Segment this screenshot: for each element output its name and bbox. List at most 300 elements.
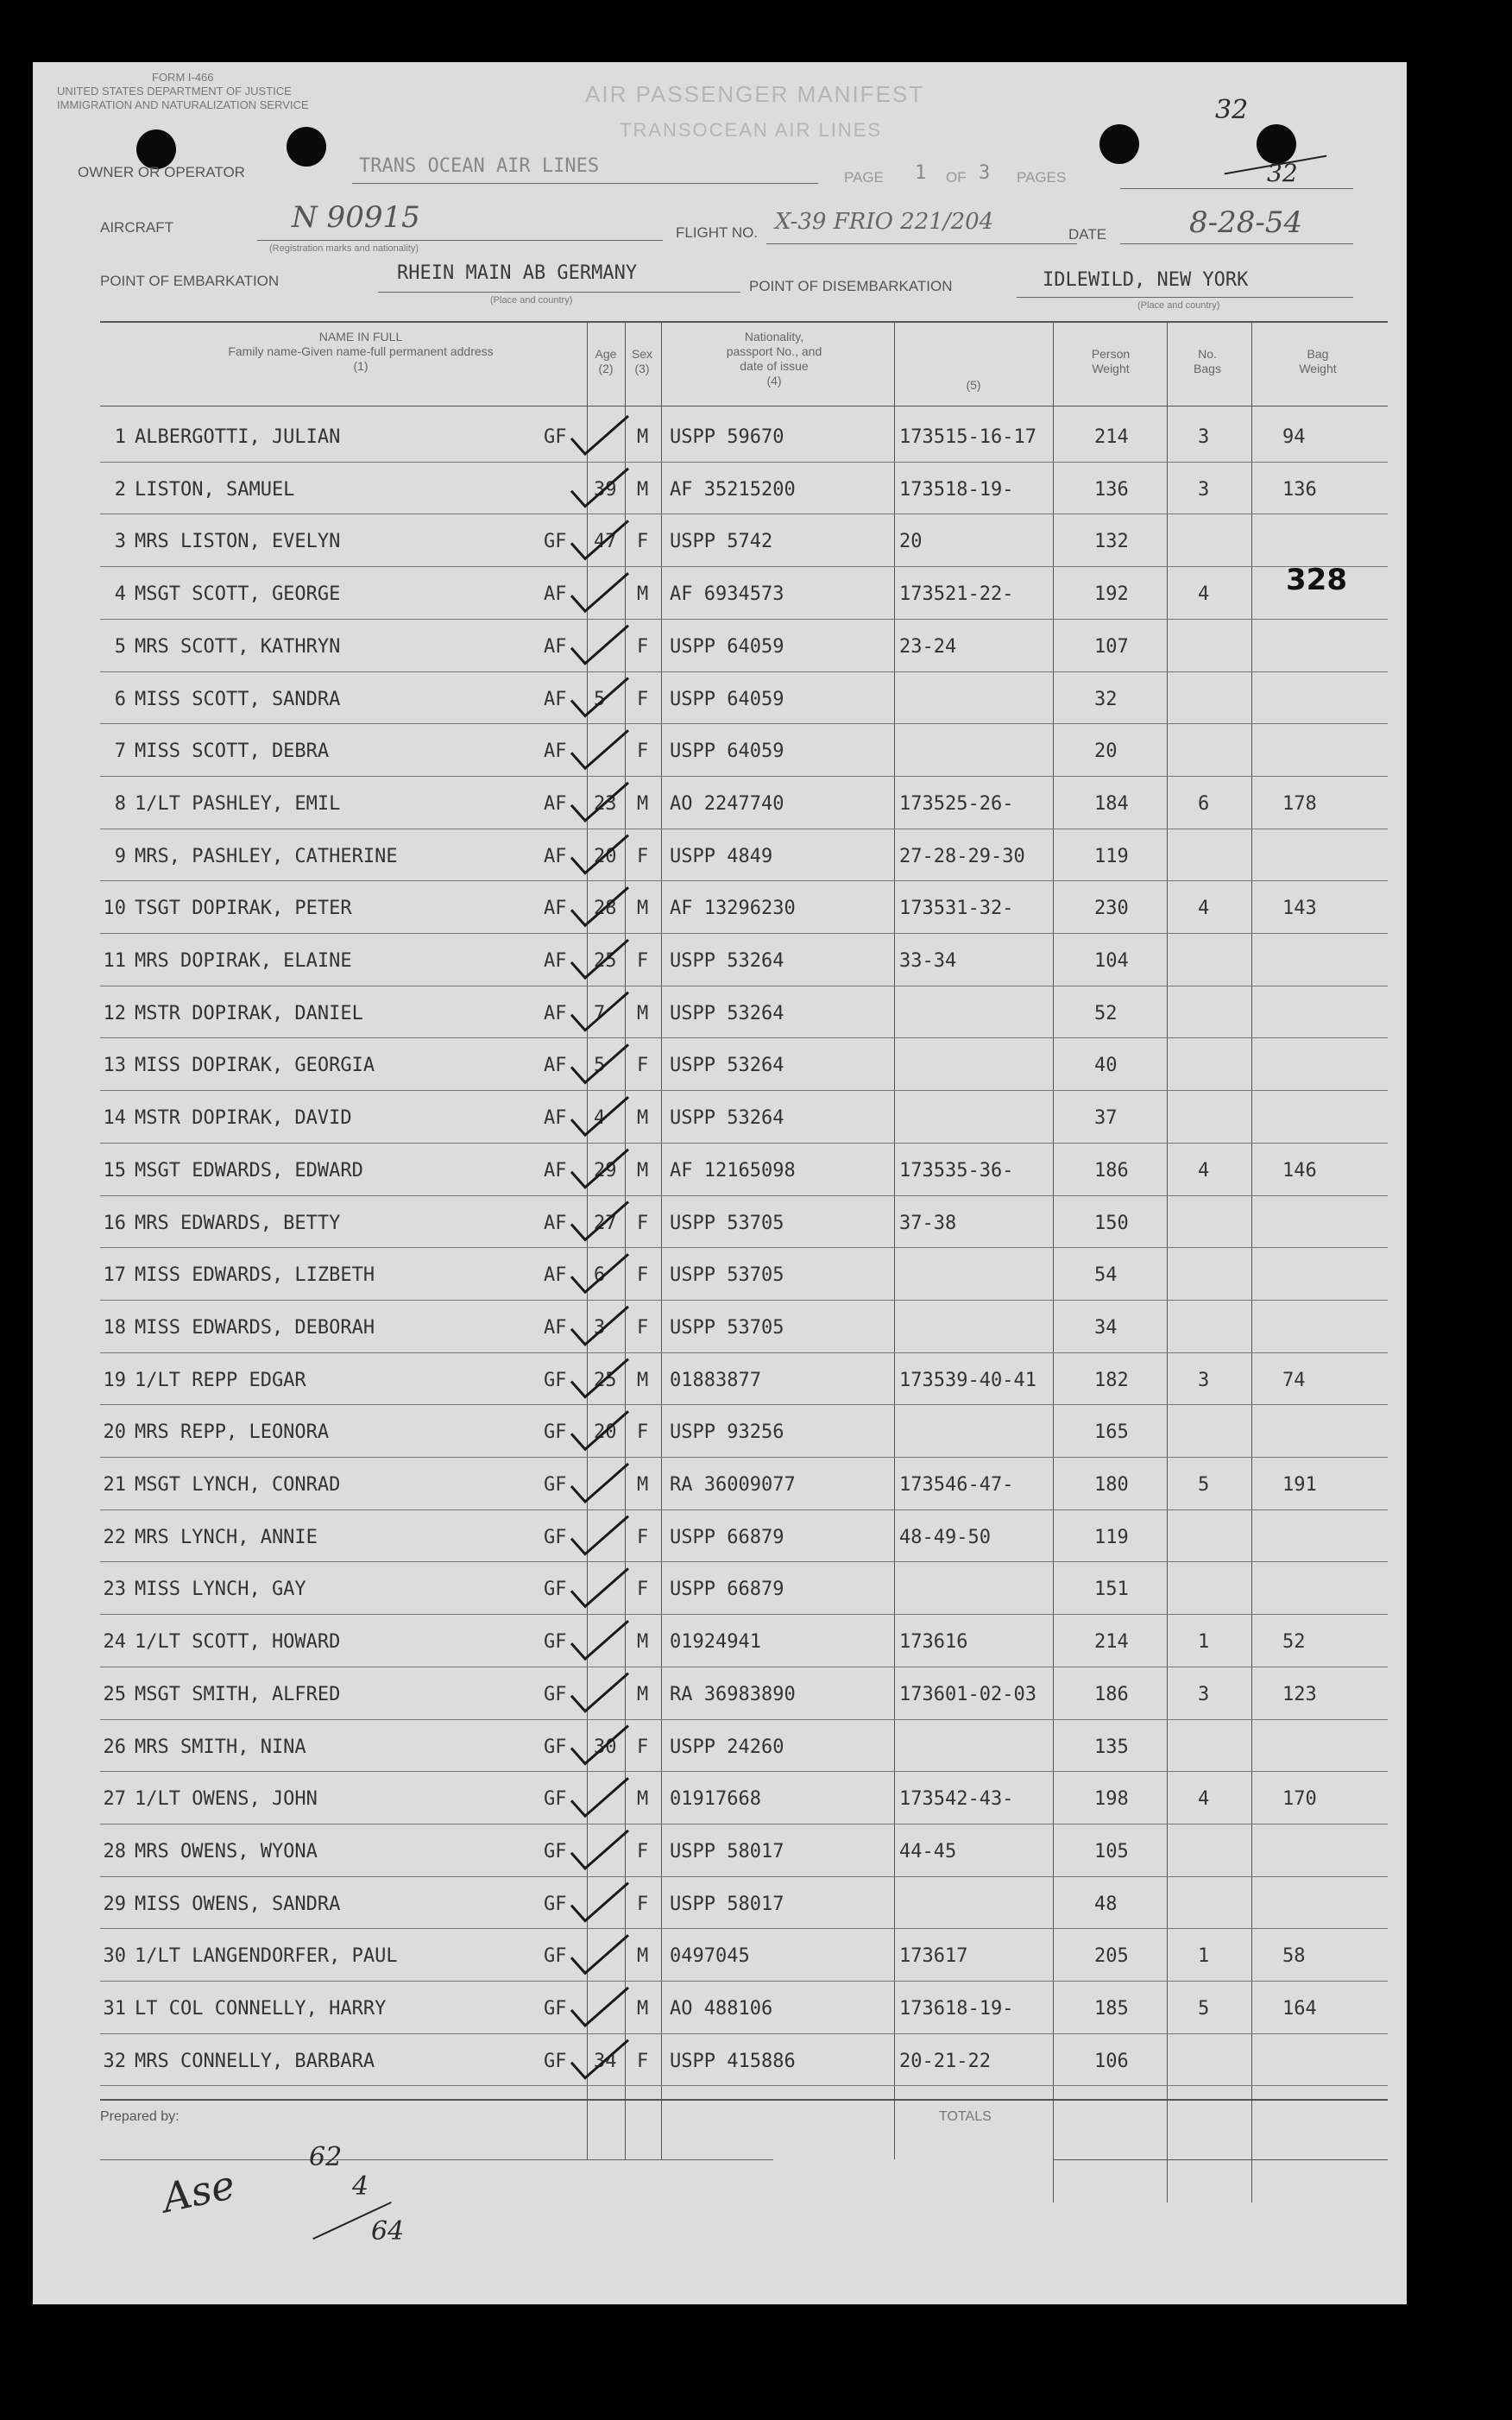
check-mark bbox=[571, 1097, 628, 1135]
check-mark bbox=[571, 1307, 628, 1345]
cell-org: AF bbox=[544, 845, 567, 867]
cell-name: LISTON, SAMUEL bbox=[135, 478, 295, 501]
cell-pass: USPP 58017 bbox=[670, 1893, 784, 1915]
col-bag-weight-header: Bag Weight bbox=[1299, 347, 1337, 375]
cell-sex: F bbox=[637, 1893, 649, 1915]
cell-sex: M bbox=[637, 1369, 649, 1391]
owner-value: TRANS OCEAN AIR LINES bbox=[359, 155, 600, 177]
cell-org: GF bbox=[544, 426, 567, 448]
cell-pass: 01883877 bbox=[670, 1369, 761, 1391]
cell-bagwt: 178 bbox=[1282, 792, 1317, 815]
cell-sex: F bbox=[637, 1579, 649, 1601]
cell-name: MRS CONNELLY, BARBARA bbox=[135, 2050, 375, 2072]
prepared-by-label: Prepared by: bbox=[100, 2109, 180, 2124]
cell-org: GF bbox=[544, 1369, 567, 1391]
cell-bagwt: 58 bbox=[1282, 1945, 1306, 1968]
flight-value: X-39 FRIO 221/204 bbox=[775, 209, 994, 235]
cell-pass: AF 35215200 bbox=[670, 478, 796, 501]
cell-n: 23 bbox=[103, 1579, 126, 1601]
cell-bagwt: 74 bbox=[1282, 1369, 1306, 1391]
cell-tkt: 173618-19- bbox=[899, 1998, 1014, 2020]
cell-wt: 20 bbox=[1094, 740, 1118, 763]
cell-name: 1/LT PASHLEY, EMIL bbox=[135, 792, 341, 815]
cell-bagwt: 170 bbox=[1282, 1788, 1317, 1811]
cell-org: GF bbox=[544, 1893, 567, 1915]
cell-n: 7 bbox=[114, 740, 126, 763]
cell-name: MRS EDWARDS, BETTY bbox=[135, 1212, 341, 1234]
cell-org: GF bbox=[544, 1631, 567, 1654]
check-mark bbox=[571, 1202, 628, 1240]
cell-org: AF bbox=[544, 1107, 567, 1130]
flight-label: FLIGHT NO. bbox=[676, 224, 759, 241]
check-mark bbox=[571, 520, 628, 558]
cell-age: 6 bbox=[594, 1264, 606, 1287]
check-mark bbox=[571, 1726, 628, 1764]
cell-name: MSTR DOPIRAK, DAVID bbox=[135, 1107, 352, 1130]
check-mark bbox=[571, 1464, 628, 1502]
cell-org: AF bbox=[544, 1159, 567, 1182]
cell-org: AF bbox=[544, 1212, 567, 1234]
cell-org: AF bbox=[544, 792, 567, 815]
cell-wt: 192 bbox=[1094, 583, 1129, 606]
embark-sub: (Place and country) bbox=[490, 295, 573, 306]
cell-sex: M bbox=[637, 898, 649, 920]
cell-age: 30 bbox=[594, 1736, 617, 1758]
cell-tkt: 23-24 bbox=[899, 635, 957, 658]
check-mark bbox=[571, 416, 628, 454]
check-mark bbox=[571, 1988, 628, 2026]
cell-name: MISS DOPIRAK, GEORGIA bbox=[135, 1055, 375, 1077]
cell-name: MSGT EDWARDS, EDWARD bbox=[135, 1159, 363, 1182]
cell-sex: M bbox=[637, 1683, 649, 1705]
cell-n: 30 bbox=[103, 1945, 126, 1968]
cell-n: 5 bbox=[114, 635, 126, 658]
cell-org: GF bbox=[544, 1945, 567, 1968]
cell-name: 1/LT LANGENDORFER, PAUL bbox=[135, 1945, 398, 1968]
check-mark bbox=[571, 1935, 628, 1973]
check-mark bbox=[571, 1831, 628, 1869]
cell-wt: 135 bbox=[1094, 1736, 1129, 1758]
cell-age: 7 bbox=[594, 1002, 606, 1024]
cell-bags: 4 bbox=[1198, 1159, 1210, 1182]
cell-n: 19 bbox=[103, 1369, 126, 1391]
form-title: AIR PASSENGER MANIFEST bbox=[585, 81, 925, 107]
page-total: 3 bbox=[979, 162, 991, 184]
cell-name: MISS EDWARDS, LIZBETH bbox=[135, 1264, 375, 1287]
cell-bags: 6 bbox=[1198, 792, 1210, 815]
check-mark bbox=[571, 1778, 628, 1816]
check-mark bbox=[571, 2040, 628, 2078]
check-mark bbox=[571, 1359, 628, 1397]
disembark-label: POINT OF DISEMBARKATION bbox=[749, 278, 953, 294]
cell-n: 4 bbox=[114, 583, 126, 606]
cell-wt: 205 bbox=[1094, 1945, 1129, 1968]
cell-name: LT COL CONNELLY, HARRY bbox=[135, 1998, 387, 2020]
cell-wt: 186 bbox=[1094, 1159, 1129, 1182]
cell-n: 15 bbox=[103, 1159, 126, 1182]
cell-bags: 5 bbox=[1198, 1998, 1210, 2020]
check-mark bbox=[571, 469, 628, 507]
form-number: FORM I-466 bbox=[152, 71, 214, 84]
cell-bags: 1 bbox=[1198, 1631, 1210, 1654]
cell-bags: 4 bbox=[1198, 898, 1210, 920]
cell-pass: USPP 53264 bbox=[670, 950, 784, 972]
corner-note-bottom: 32 bbox=[1267, 159, 1298, 187]
cell-wt: 107 bbox=[1094, 635, 1129, 658]
check-mark bbox=[571, 783, 628, 821]
check-mark bbox=[571, 993, 628, 1030]
cell-n: 9 bbox=[114, 845, 126, 867]
cell-n: 21 bbox=[103, 1474, 126, 1496]
cell-org: GF bbox=[544, 1474, 567, 1496]
cell-n: 32 bbox=[103, 2050, 126, 2072]
cell-pass: 01917668 bbox=[670, 1788, 761, 1811]
cell-age: 34 bbox=[594, 2050, 617, 2072]
cell-pass: USPP 64059 bbox=[670, 688, 784, 710]
cell-n: 24 bbox=[103, 1631, 126, 1654]
check-mark bbox=[571, 1621, 628, 1659]
cell-age: 29 bbox=[594, 1159, 617, 1182]
check-mark bbox=[571, 626, 628, 664]
totals-label: TOTALS bbox=[939, 2109, 992, 2124]
cell-pass: USPP 53705 bbox=[670, 1316, 784, 1339]
signature: Ase bbox=[158, 2160, 239, 2222]
cell-sex: M bbox=[637, 1107, 649, 1130]
cell-wt: 186 bbox=[1094, 1683, 1129, 1705]
cell-tkt: 20 bbox=[899, 531, 923, 553]
cell-bagwt: 94 bbox=[1282, 426, 1306, 448]
cell-bags: 3 bbox=[1198, 1369, 1210, 1391]
cell-bags: 3 bbox=[1198, 478, 1210, 501]
cell-bags: 5 bbox=[1198, 1474, 1210, 1496]
cell-name: 1/LT SCOTT, HOWARD bbox=[135, 1631, 341, 1654]
cell-org: GF bbox=[544, 1840, 567, 1862]
col-age-header: Age (2) bbox=[595, 347, 617, 375]
cell-n: 29 bbox=[103, 1893, 126, 1915]
cell-age: 27 bbox=[594, 1212, 617, 1234]
cell-age: 25 bbox=[594, 1369, 617, 1391]
cell-sex: M bbox=[637, 426, 649, 448]
cell-name: MRS DOPIRAK, ELAINE bbox=[135, 950, 352, 972]
cell-wt: 34 bbox=[1094, 1316, 1118, 1339]
cell-sex: M bbox=[637, 1631, 649, 1654]
cell-age: 20 bbox=[594, 845, 617, 867]
cell-sex: F bbox=[637, 688, 649, 710]
cell-age: 5 bbox=[594, 688, 606, 710]
cell-pass: USPP 64059 bbox=[670, 635, 784, 658]
cell-org: GF bbox=[544, 1736, 567, 1758]
cell-wt: 104 bbox=[1094, 950, 1129, 972]
cell-pass: USPP 53264 bbox=[670, 1107, 784, 1130]
cell-wt: 184 bbox=[1094, 792, 1129, 815]
cell-org: AF bbox=[544, 688, 567, 710]
cell-sex: F bbox=[637, 1526, 649, 1548]
cell-bags: 4 bbox=[1198, 583, 1210, 606]
cell-wt: 185 bbox=[1094, 1998, 1129, 2020]
cell-org: GF bbox=[544, 1579, 567, 1601]
cell-n: 28 bbox=[103, 1840, 126, 1862]
cell-pass: USPP 66879 bbox=[670, 1526, 784, 1548]
cell-bagwt: 146 bbox=[1282, 1159, 1317, 1182]
cell-org: AF bbox=[544, 740, 567, 763]
cell-pass: RA 36009077 bbox=[670, 1474, 796, 1496]
cell-org: AF bbox=[544, 1055, 567, 1077]
cell-name: ALBERGOTTI, JULIAN bbox=[135, 426, 341, 448]
col-name-header: NAME IN FULL Family name-Given name-full permanent address (1) bbox=[228, 330, 494, 373]
cell-wt: 165 bbox=[1094, 1421, 1129, 1444]
cell-pass: USPP 53705 bbox=[670, 1212, 784, 1234]
check-mark bbox=[571, 730, 628, 768]
cell-name: 1/LT OWENS, JOHN bbox=[135, 1788, 318, 1811]
cell-pass: USPP 24260 bbox=[670, 1736, 784, 1758]
cell-tkt: 173616 bbox=[899, 1631, 968, 1654]
corner-note-top: 32 bbox=[1215, 95, 1249, 125]
cell-n: 6 bbox=[114, 688, 126, 710]
cell-name: MISS SCOTT, DEBRA bbox=[135, 740, 330, 763]
cell-name: MISS SCOTT, SANDRA bbox=[135, 688, 341, 710]
date-value: 8-28-54 bbox=[1189, 205, 1303, 240]
cell-name: MRS, PASHLEY, CATHERINE bbox=[135, 845, 398, 867]
cell-name: MSTR DOPIRAK, DANIEL bbox=[135, 1002, 363, 1024]
cell-pass: USPP 53264 bbox=[670, 1002, 784, 1024]
cell-n: 3 bbox=[114, 531, 126, 553]
check-mark bbox=[571, 1516, 628, 1554]
cell-tkt: 20-21-22 bbox=[899, 2050, 991, 2072]
cell-pass: USPP 93256 bbox=[670, 1421, 784, 1444]
cell-name: MISS OWENS, SANDRA bbox=[135, 1893, 341, 1915]
cell-tkt: 48-49-50 bbox=[899, 1526, 991, 1548]
cell-sex: M bbox=[637, 1002, 649, 1024]
check-marks bbox=[33, 62, 1407, 2304]
cell-age: 47 bbox=[594, 531, 617, 553]
check-mark bbox=[571, 835, 628, 873]
cell-wt: 132 bbox=[1094, 531, 1129, 553]
stamp-number: 328 bbox=[1286, 563, 1347, 597]
cell-sex: F bbox=[637, 635, 649, 658]
cell-sex: M bbox=[637, 792, 649, 815]
cell-n: 10 bbox=[103, 898, 126, 920]
cell-pass: USPP 64059 bbox=[670, 740, 784, 763]
cell-wt: 52 bbox=[1094, 1002, 1118, 1024]
aircraft-value: N 90915 bbox=[292, 200, 420, 235]
cell-wt: 54 bbox=[1094, 1264, 1118, 1287]
cell-bags: 3 bbox=[1198, 426, 1210, 448]
cell-wt: 37 bbox=[1094, 1107, 1118, 1130]
cell-pass: USPP 66879 bbox=[670, 1579, 784, 1601]
cell-name: MRS LISTON, EVELYN bbox=[135, 531, 341, 553]
col-sex-header: Sex (3) bbox=[631, 347, 653, 375]
cell-wt: 182 bbox=[1094, 1369, 1129, 1391]
cell-wt: 198 bbox=[1094, 1788, 1129, 1811]
col-person-weight-header: Person Weight bbox=[1091, 347, 1131, 375]
check-mark bbox=[571, 1568, 628, 1606]
cell-org: AF bbox=[544, 635, 567, 658]
cell-bagwt: 52 bbox=[1282, 1631, 1306, 1654]
cell-org: GF bbox=[544, 1421, 567, 1444]
cell-wt: 48 bbox=[1094, 1893, 1118, 1915]
cell-tkt: 173531-32- bbox=[899, 898, 1014, 920]
cell-org: GF bbox=[544, 1998, 567, 2020]
pages-label: PAGES bbox=[1017, 169, 1067, 186]
cell-sex: F bbox=[637, 1264, 649, 1287]
cell-pass: USPP 5742 bbox=[670, 531, 773, 553]
cell-bags: 4 bbox=[1198, 1788, 1210, 1811]
disembark-value: IDLEWILD, NEW YORK bbox=[1043, 269, 1249, 291]
cell-age: 5 bbox=[594, 1055, 606, 1077]
cell-name: MRS SMITH, NINA bbox=[135, 1736, 306, 1758]
cell-bagwt: 191 bbox=[1282, 1474, 1317, 1496]
cell-sex: M bbox=[637, 1945, 649, 1968]
cell-wt: 150 bbox=[1094, 1212, 1129, 1234]
manifest-page bbox=[33, 62, 1407, 2304]
cell-wt: 40 bbox=[1094, 1055, 1118, 1077]
aircraft-label: AIRCRAFT bbox=[100, 219, 173, 236]
cell-n: 20 bbox=[103, 1421, 126, 1444]
check-mark bbox=[571, 1150, 628, 1188]
page-of-label: OF bbox=[946, 169, 967, 186]
cell-age: 4 bbox=[594, 1107, 606, 1130]
cell-tkt: 27-28-29-30 bbox=[899, 845, 1025, 867]
cell-pass: 01924941 bbox=[670, 1631, 761, 1654]
check-mark bbox=[571, 940, 628, 978]
check-mark bbox=[571, 1254, 628, 1292]
cell-n: 17 bbox=[103, 1264, 126, 1287]
cell-n: 2 bbox=[114, 478, 126, 501]
cell-pass: AO 488106 bbox=[670, 1998, 773, 2020]
cell-org: GF bbox=[544, 1526, 567, 1548]
cell-sex: F bbox=[637, 1212, 649, 1234]
cell-n: 26 bbox=[103, 1736, 126, 1758]
cell-pass: RA 36983890 bbox=[670, 1683, 796, 1705]
cell-name: 1/LT REPP EDGAR bbox=[135, 1369, 306, 1391]
cell-tkt: 33-34 bbox=[899, 950, 957, 972]
cell-org: GF bbox=[544, 531, 567, 553]
col-bags-header: No. Bags bbox=[1194, 347, 1221, 375]
cell-pass: USPP 415886 bbox=[670, 2050, 796, 2072]
cell-sex: F bbox=[637, 1055, 649, 1077]
cell-tkt: 173521-22- bbox=[899, 583, 1014, 606]
check-mark bbox=[571, 1883, 628, 1921]
date-label: DATE bbox=[1068, 226, 1107, 243]
cell-sex: F bbox=[637, 740, 649, 763]
col-passport-header: Nationality, passport No., and date of issue (4) bbox=[726, 330, 822, 388]
cell-org: GF bbox=[544, 1788, 567, 1811]
cell-name: MRS OWENS, WYONA bbox=[135, 1840, 318, 1862]
cell-age: 28 bbox=[594, 898, 617, 920]
cell-wt: 230 bbox=[1094, 898, 1129, 920]
cell-age: 39 bbox=[594, 478, 617, 501]
cell-age: 23 bbox=[594, 792, 617, 815]
aircraft-sub: (Registration marks and nationality) bbox=[269, 243, 419, 254]
cell-sex: F bbox=[637, 1316, 649, 1339]
cell-wt: 106 bbox=[1094, 2050, 1129, 2072]
cell-tkt: 173535-36- bbox=[899, 1159, 1014, 1182]
cell-bags: 3 bbox=[1198, 1683, 1210, 1705]
tally-bottom: 64 bbox=[371, 2216, 405, 2247]
cell-n: 25 bbox=[103, 1683, 126, 1705]
cell-sex: M bbox=[637, 1474, 649, 1496]
cell-tkt: 44-45 bbox=[899, 1840, 957, 1862]
cell-tkt: 173601-02-03 bbox=[899, 1683, 1036, 1705]
cell-name: MSGT SMITH, ALFRED bbox=[135, 1683, 341, 1705]
cell-n: 27 bbox=[103, 1788, 126, 1811]
cell-name: MISS LYNCH, GAY bbox=[135, 1579, 306, 1601]
cell-n: 31 bbox=[103, 1998, 126, 2020]
cell-age: 3 bbox=[594, 1316, 606, 1339]
cell-org: AF bbox=[544, 898, 567, 920]
cell-name: MSGT LYNCH, CONRAD bbox=[135, 1474, 341, 1496]
cell-pass: AO 2247740 bbox=[670, 792, 784, 815]
cell-tkt: 173546-47- bbox=[899, 1474, 1014, 1496]
cell-n: 13 bbox=[103, 1055, 126, 1077]
cell-sex: M bbox=[637, 583, 649, 606]
page-label: PAGE bbox=[844, 169, 884, 186]
cell-sex: M bbox=[637, 478, 649, 501]
form-subtitle: TRANSOCEAN AIR LINES bbox=[620, 119, 883, 141]
cell-bagwt: 136 bbox=[1282, 478, 1317, 501]
cell-n: 12 bbox=[103, 1002, 126, 1024]
check-mark bbox=[571, 1044, 628, 1082]
owner-label: OWNER OR OPERATOR bbox=[78, 164, 245, 180]
cell-age: 20 bbox=[594, 1421, 617, 1444]
cell-n: 14 bbox=[103, 1107, 126, 1130]
cell-sex: F bbox=[637, 950, 649, 972]
cell-pass: AF 6934573 bbox=[670, 583, 784, 606]
cell-pass: USPP 53705 bbox=[670, 1264, 784, 1287]
agency-line-1: UNITED STATES DEPARTMENT OF JUSTICE bbox=[57, 85, 292, 98]
check-mark bbox=[571, 887, 628, 925]
cell-tkt: 37-38 bbox=[899, 1212, 957, 1234]
cell-n: 22 bbox=[103, 1526, 126, 1548]
cell-n: 16 bbox=[103, 1212, 126, 1234]
cell-name: MRS SCOTT, KATHRYN bbox=[135, 635, 341, 658]
cell-org: GF bbox=[544, 2050, 567, 2072]
cell-tkt: 173539-40-41 bbox=[899, 1369, 1036, 1391]
embark-label: POINT OF EMBARKATION bbox=[100, 273, 280, 289]
cell-name: MSGT SCOTT, GEORGE bbox=[135, 583, 341, 606]
page-number: 1 bbox=[915, 162, 927, 184]
cell-bagwt: 164 bbox=[1282, 1998, 1317, 2020]
cell-wt: 180 bbox=[1094, 1474, 1129, 1496]
cell-org: AF bbox=[544, 1264, 567, 1287]
cell-bagwt: 123 bbox=[1282, 1683, 1317, 1705]
cell-sex: F bbox=[637, 1736, 649, 1758]
cell-tkt: 173617 bbox=[899, 1945, 968, 1968]
cell-pass: USPP 53264 bbox=[670, 1055, 784, 1077]
check-mark bbox=[571, 573, 628, 611]
cell-tkt: 173542-43- bbox=[899, 1788, 1014, 1811]
tally-top: 62 bbox=[309, 2142, 343, 2172]
cell-sex: M bbox=[637, 1788, 649, 1811]
cell-pass: USPP 4849 bbox=[670, 845, 773, 867]
cell-pass: AF 13296230 bbox=[670, 898, 796, 920]
cell-wt: 119 bbox=[1094, 845, 1129, 867]
embark-value: RHEIN MAIN AB GERMANY bbox=[397, 262, 638, 284]
cell-wt: 214 bbox=[1094, 1631, 1129, 1654]
cell-n: 11 bbox=[103, 950, 126, 972]
cell-bags: 1 bbox=[1198, 1945, 1210, 1968]
cell-n: 1 bbox=[114, 426, 126, 448]
cell-pass: 0497045 bbox=[670, 1945, 750, 1968]
cell-tkt: 173515-16-17 bbox=[899, 426, 1036, 448]
check-mark bbox=[571, 678, 628, 716]
cell-wt: 151 bbox=[1094, 1579, 1129, 1601]
disembark-sub: (Place and country) bbox=[1137, 300, 1220, 311]
cell-pass: AF 12165098 bbox=[670, 1159, 796, 1182]
cell-sex: F bbox=[637, 531, 649, 553]
check-mark bbox=[571, 1411, 628, 1449]
cell-age: 25 bbox=[594, 950, 617, 972]
